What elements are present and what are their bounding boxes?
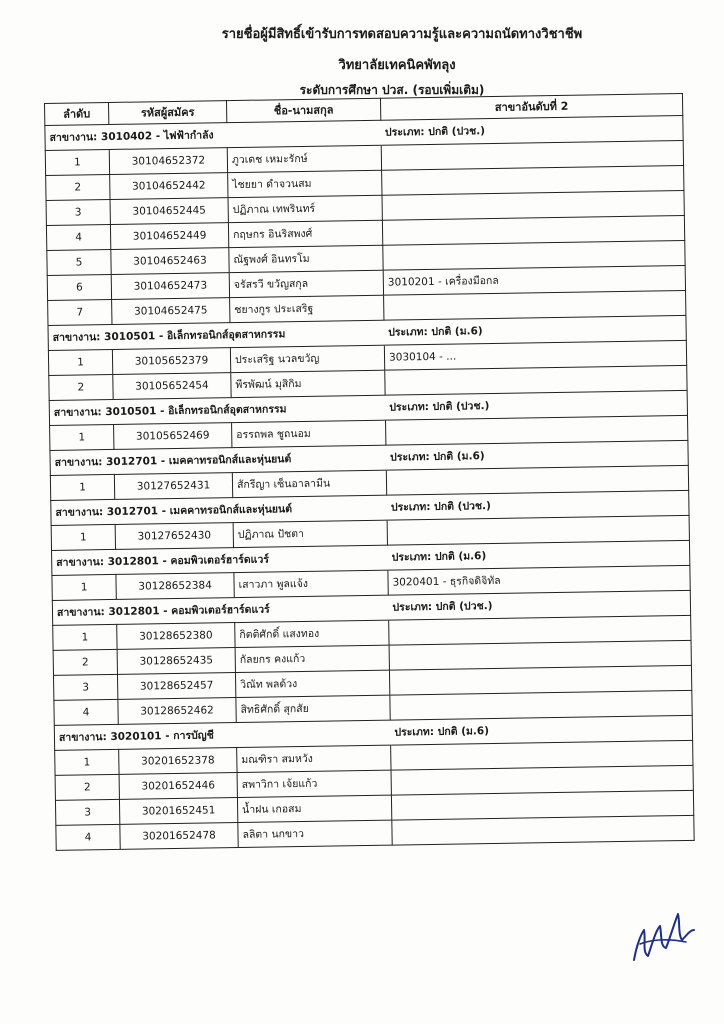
row-number: 7 xyxy=(48,299,112,325)
applicant-id: 30201652446 xyxy=(119,773,237,800)
row-number: 1 xyxy=(50,424,114,450)
row-number: 1 xyxy=(53,624,117,650)
document-header xyxy=(0,24,724,101)
applicant-id: 30128652380 xyxy=(117,623,235,650)
applicant-id: 30127652430 xyxy=(115,523,233,550)
column-header-second-choice: สาขาอันดับที่ 2 xyxy=(380,93,682,120)
applicant-id: 30105652379 xyxy=(112,348,230,375)
row-number: 1 xyxy=(55,749,119,775)
row-number: 2 xyxy=(46,174,110,200)
applicant-name: ณัฐพงศ์ อินทรโม xyxy=(229,245,383,272)
applicant-name: มณฑิรา สมหวัง xyxy=(237,745,391,772)
applicant-name: ภูวเดช เหมะรักษ์ xyxy=(227,145,381,172)
section-type: ประเภท: ปกติ (ม.6) xyxy=(386,440,688,470)
section-title: สาขางาน: 3012701 - เมคคาทรอนิกส์และหุ่นยนต์ xyxy=(50,445,386,475)
row-number: 3 xyxy=(53,674,117,700)
document-title: รายชื่อผู้มีสิทธิ์เข้ารับการทดสอบความรู้และความถนัดทางวิชาชีพ xyxy=(221,27,583,42)
column-header-applicant-id: รหัสผู้สมัคร xyxy=(108,101,226,125)
applicant-name: ประเสริฐ นวลขวัญ xyxy=(230,345,384,372)
applicant-id: 30201652478 xyxy=(120,823,238,850)
applicant-name: กฤษกร อินริสพงศ์ xyxy=(228,220,382,247)
applicant-id: 30128652435 xyxy=(117,648,235,675)
applicant-name: ลลิตา นกขาว xyxy=(238,820,392,847)
second-choice: 3010201 - เครื่องมือกล xyxy=(383,265,685,295)
applicant-id: 30104652475 xyxy=(112,298,230,325)
applicant-id: 30201652451 xyxy=(119,798,237,825)
applicant-id: 30104652473 xyxy=(111,273,229,300)
section-type: ประเภท: ปกติ (ม.6) xyxy=(390,715,692,745)
applicant-id: 30201652378 xyxy=(119,748,237,775)
applicant-name: จรัสรวี ขวัญสกุล xyxy=(229,270,383,297)
section-title: สาขางาน: 3010501 - อิเล็กทรอนิกส์อุตสาหกรรม xyxy=(48,320,384,350)
section-type: ประเภท: ปกติ (ปวช.) xyxy=(381,115,683,145)
row-number: 2 xyxy=(49,374,113,400)
row-number: 1 xyxy=(48,349,112,375)
row-number: 1 xyxy=(52,574,116,600)
applicant-name: กิตติศักดิ์ แสงทอง xyxy=(235,620,389,647)
row-number: 2 xyxy=(53,649,117,675)
applicant-id: 30127652431 xyxy=(114,473,232,500)
applicant-name: เสาวภา พูลแจ้ง xyxy=(234,570,388,597)
section-title: สาขางาน: 3012801 - คอมพิวเตอร์ฮาร์ดแวร์ xyxy=(52,545,388,575)
row-number: 3 xyxy=(46,199,110,225)
section-title: สาขางาน: 3020101 - การบัญชี xyxy=(54,720,390,750)
section-title: สาขางาน: 3010402 - ไฟฟ้ากำลัง xyxy=(45,120,381,150)
applicant-name: อรรถพล ชูถนอม xyxy=(232,420,386,447)
applicant-id: 30105652454 xyxy=(113,373,231,400)
section-title: สาขางาน: 3010501 - อิเล็กทรอนิกส์อุตสาหกรรม xyxy=(49,395,385,425)
row-number: 4 xyxy=(54,699,118,725)
row-number: 6 xyxy=(47,274,111,300)
applicant-name: ไชยยา ดำจวนสม xyxy=(228,170,382,197)
row-number: 2 xyxy=(55,774,119,800)
applicant-name: ปฏิภาณ เทพรินทร์ xyxy=(228,195,382,222)
applicant-id: 30128652462 xyxy=(118,698,236,725)
row-number: 3 xyxy=(55,799,119,825)
section-type: ประเภท: ปกติ (ปวช.) xyxy=(385,390,687,420)
applicant-name: ชยางกูร ประเสริฐ xyxy=(230,295,384,322)
applicant-id: 30104652372 xyxy=(109,148,227,175)
second-choice xyxy=(392,815,694,845)
applicant-name: น้ำฝน เกอสม xyxy=(237,795,391,822)
education-level: ระดับการศึกษา ปวส. (รอบเพิ่มเติม) xyxy=(299,83,485,97)
institution-name: วิทยาลัยเทคนิคพัทลุง xyxy=(338,58,456,73)
applicant-name: ปฏิภาณ ปัชตา xyxy=(233,520,387,547)
row-number: 1 xyxy=(50,474,114,500)
column-header-no: ลำดับ xyxy=(45,102,109,125)
applicant-id: 30128652457 xyxy=(117,673,235,700)
second-choice: 3030104 - ... xyxy=(384,340,686,370)
applicant-name: สิทธิศักดิ์ สุกสัย xyxy=(236,695,390,722)
applicant-id: 30105652469 xyxy=(114,423,232,450)
second-choice: 3020401 - ธุรกิจดิจิทัล xyxy=(388,565,690,595)
applicant-id: 30104652445 xyxy=(110,198,228,225)
applicant-name: กัลยกร คงแก้ว xyxy=(235,645,389,672)
row-number: 1 xyxy=(45,149,109,175)
section-type: ประเภท: ปกติ (ม.6) xyxy=(384,315,686,345)
column-header-name: ชื่อ-นามสกุล xyxy=(226,98,380,122)
section-type: ประเภท: ปกติ (ปวช.) xyxy=(388,590,690,620)
section-type: ประเภท: ปกติ (ม.6) xyxy=(387,540,689,570)
applicant-id: 30104652463 xyxy=(111,248,229,275)
applicant-name: สักรีญา เซ็นอาลามีน xyxy=(232,470,386,497)
candidate-table xyxy=(44,93,695,851)
table-body xyxy=(45,115,694,850)
section-title: สาขางาน: 3012701 - เมคคาทรอนิกส์และหุ่นยนต์ xyxy=(51,495,387,525)
section-type: ประเภท: ปกติ (ปวช.) xyxy=(387,490,689,520)
row-number: 5 xyxy=(47,249,111,275)
applicant-name: พีรพัฒน์ มุสิกิม xyxy=(231,370,385,397)
row-number: 4 xyxy=(56,824,120,850)
row-number: 4 xyxy=(46,224,110,250)
applicant-name: สพาวิกา เจ้ยแก้ว xyxy=(237,770,391,797)
applicant-id: 30128652384 xyxy=(116,573,234,600)
signature-icon xyxy=(626,900,700,966)
row-number: 1 xyxy=(51,524,115,550)
applicant-name: วิณัท พลด้วง xyxy=(235,670,389,697)
candidate-table-wrapper xyxy=(44,93,694,851)
applicant-id: 30104652449 xyxy=(110,223,228,250)
section-title: สาขางาน: 3012801 - คอมพิวเตอร์ฮาร์ดแวร์ xyxy=(52,595,388,625)
applicant-id: 30104652442 xyxy=(110,173,228,200)
